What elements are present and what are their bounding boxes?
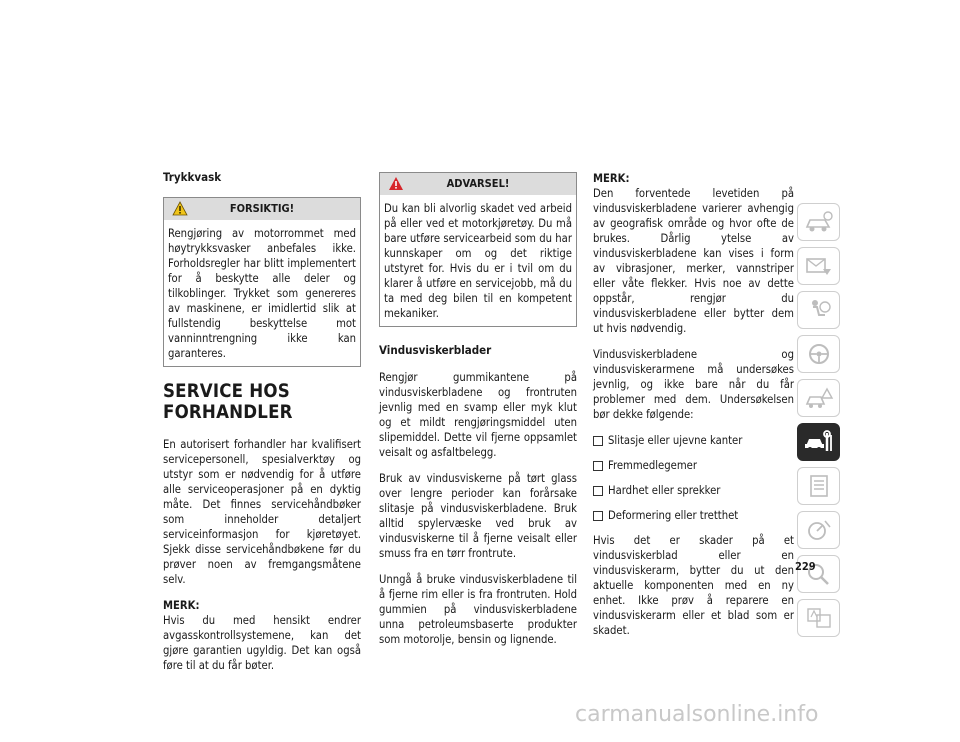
column-2 [379, 172, 577, 658]
nav-tab-car-info[interactable] [797, 203, 840, 241]
warning-box [379, 172, 577, 327]
inspection-paragraph: Vindusviskerbladene og vindusviskerarmene må undersøkes jevnlig, og ikke bare når du får problemer med dem. Undersøkelsen bør dekke følgende: [593, 348, 794, 421]
section-heading-trykkvask: Trykkvask [163, 170, 222, 184]
checklist-item-label: Deformering eller tretthet [608, 509, 739, 522]
steering-wheel-icon [803, 341, 835, 367]
checklist-item [593, 483, 794, 498]
checklist-item-label: Hardhet eller sprekker [608, 484, 721, 497]
chapter-nav [797, 203, 840, 643]
wiper-paragraph-3: Unngå å bruke vindusviskerbladene til å fjerne rim eller is fra frontruten. Hold gummien på vindusviskerbladene unna petroleumsbaserte produkter som motorolje, bensin og lignende. [379, 573, 577, 646]
seat-airbag-icon [803, 297, 835, 323]
column-1 [163, 170, 361, 684]
caution-icon [172, 201, 188, 224]
section-title-service [163, 381, 361, 423]
checklist-item-label: Fremmedlegemer [608, 459, 697, 472]
checkbox-icon [593, 486, 603, 496]
checklist-item [593, 433, 794, 448]
wiper-paragraph-2: Bruk av vindusviskerne på tørt glass over lengre perioder kan forårsake slitasje på vindusviskerbladene. Bruk alltid spylervæske ved bruk av vindusviskerne til å fjerne veisalt eller smuss fra en tørr frontrute. [379, 472, 577, 560]
checkbox-icon [593, 461, 603, 471]
note-block-2 [593, 171, 794, 336]
warning-title: ADVARSEL! [446, 177, 510, 190]
warning-triangle-icon [388, 176, 404, 199]
section-heading-wipers: Vindusviskerblader [379, 343, 492, 357]
nav-tab-safety[interactable] [797, 291, 840, 329]
spec-list-icon [803, 473, 835, 499]
note-block-1 [163, 598, 361, 673]
car-crash-icon [803, 385, 835, 411]
checkbox-icon [593, 511, 603, 521]
wiper-paragraph-1: Rengjør gummikantene på vindusviskerbladene og frontruten jevnlig med en svamp eller myk klut og et mildt rengjøringsmiddel uten slipemiddel. Dette vil fjerne oppsamlet veisalt og asfaltbelegg. [379, 371, 577, 459]
note-text: Hvis du med hensikt endrer avgasskontrollsystemene, kan det gjøre garantien ugyldig. Det kan også føre til at du får bøter. [163, 614, 361, 672]
nav-tab-index[interactable] [797, 599, 840, 637]
caution-text: Rengjøring av motorrommet med høytrykksvasker anbefales ikke. Forholdsregler har blitt implementert for å beskytte alle deler og tilkoblinger. Trykket som genereres av maskinene, er imidlertid slik at fullstendig beskyttelse mot vanninntrengning ikke kan garanteres. [168, 227, 356, 360]
nav-tab-multimedia[interactable] [797, 511, 840, 549]
nav-tab-service-maintenance[interactable] [797, 423, 840, 461]
note-label: MERK: [163, 599, 200, 612]
nav-tab-emergency[interactable] [797, 379, 840, 417]
caution-header [164, 198, 360, 220]
watermark: carmanualsonline.info [575, 702, 819, 727]
gauge-warning-icon [803, 517, 835, 543]
checklist-item [593, 458, 794, 473]
language-index-icon [803, 605, 835, 631]
nav-tab-messages[interactable] [797, 247, 840, 285]
warning-text: Du kan bli alvorlig skadet ved arbeid på eller ved et motorkjøretøy. Du må bare utføre servicearbeid som du har kunnskaper om og det riktige utstyret for. Hvis du er i tvil om du klarer å utføre en servicejobb, må du ta med deg bilen til en kompetent mekaniker. [384, 202, 572, 320]
checklist-item [593, 508, 794, 523]
section-title-line-2: FORHANDLER [163, 402, 293, 423]
note-label: MERK: [593, 172, 630, 185]
nav-tab-specifications[interactable] [797, 467, 840, 505]
column-3 [593, 171, 794, 649]
car-info-icon [803, 209, 835, 235]
service-paragraph: En autorisert forhandler har kvalifisert servicepersonell, spesialverktøy og utstyr som er nødvendig for å utføre alle serviceoperasjoner på en dyktig måte. Det finnes servicehåndbøker som inneholder detaljert serviceinformasjon for kjøretøyet. Sjekk disse servicehåndbøkene før du prøver noen av fremgangsmåtene selv. [163, 438, 361, 586]
note-text: Den forventede levetiden på vindusviskerbladene varierer avhengig av geografisk område og hvor ofte de brukes. Dårlig ytelse av vindusviskerbladene kan vises i form av vibrasjoner, merker, vannstriper eller våte flekker. Hvis noe av dette oppstår, rengjør du vindusviskerbladene eller bytter dem ut hvis nødvendig. [593, 187, 794, 335]
caution-box [163, 197, 361, 367]
mail-envelope-icon [803, 253, 835, 279]
replacement-paragraph: Hvis det er skader på et vindusviskerblad eller en vindusviskerarm, bytter du ut den aktuelle komponenten med en ny enhet. Ikke prøv å reparere en vindusviskerarm eller et blad som er skadet. [593, 534, 794, 637]
checklist-item-label: Slitasje eller ujevne kanter [608, 434, 743, 447]
checkbox-icon [593, 436, 603, 446]
inspection-checklist [593, 433, 794, 523]
warning-header [380, 173, 576, 195]
section-title-line-1: SERVICE HOS [163, 381, 290, 402]
page-number: 229 [795, 560, 816, 573]
car-service-tools-icon [803, 429, 835, 455]
nav-tab-driving[interactable] [797, 335, 840, 373]
caution-title: FORSIKTIG! [229, 202, 295, 215]
